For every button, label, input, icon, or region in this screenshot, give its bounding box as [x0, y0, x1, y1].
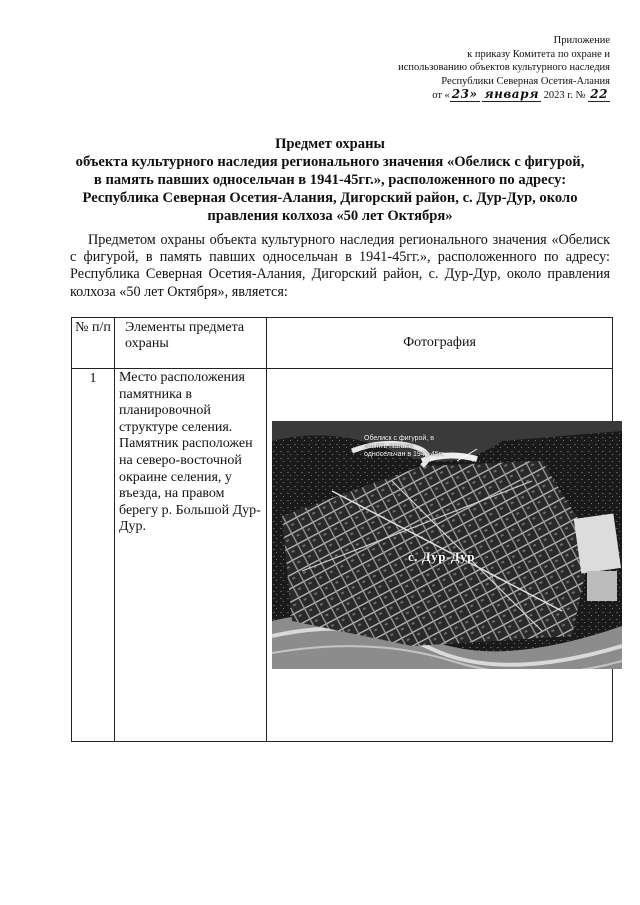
date-month: января: [484, 87, 540, 101]
photo-label-village: с. Дур-Дур: [408, 549, 475, 564]
appendix-line: использованию объектов культурного наследия: [398, 62, 610, 73]
title-line: Республика Северная Осетия-Алания, Дигорский район, с. Дур-Дур, около: [82, 190, 578, 206]
title-line: правления колхоза «50 лет Октября»: [207, 208, 453, 224]
appendix-line: Республики Северная Осетия-Алания: [441, 75, 610, 87]
table-header-row: [72, 318, 613, 369]
appendix-line: Приложение: [553, 35, 610, 46]
table-row: [72, 369, 613, 742]
photo-label-object: Обелиск с фигурой, в память павших односельчан в 1941-45гг.: [364, 435, 445, 458]
date-day: 23»: [451, 87, 478, 101]
appendix-line: к приказу Комитета по охране и: [467, 48, 610, 60]
row-element: Место расположения памятника в планировочной структуре селения. Памятник расположен на северо-восточной окраине селения, у въезда, на правом берегу р. Большой Дур-Дур.: [115, 369, 267, 742]
appendix-date-line: [310, 88, 610, 103]
satellite-photo: [272, 421, 622, 669]
appendix-block: [310, 34, 610, 103]
intro-paragraph: Предметом охраны объекта культурного наследия регионального значения «Обелиск с фигурой, в память павших односельчан в 1941-45гг.», расположенного по адресу: Республика Северная Осетия-Алания, Дигорский район, с. Дур-Дур, около правления колхоза «50 лет Октября», является:: [70, 232, 610, 300]
header-elements: Элементы предмета охраны: [115, 318, 267, 369]
header-num: № п/п: [72, 318, 115, 369]
title-line: Предмет охраны: [275, 136, 385, 152]
row-num: 1: [72, 369, 115, 742]
title-line: в память павших односельчан в 1941-45гг.», расположенного по адресу:: [93, 172, 567, 188]
document-title: [50, 135, 610, 225]
protection-table: [71, 317, 613, 742]
date-number: 22: [590, 87, 608, 101]
date-prefix: от «: [432, 90, 450, 101]
header-photo: Фотография: [267, 318, 613, 369]
date-year: 2023 г. №: [543, 90, 586, 101]
title-line: объекта культурного наследия регионального значения «Обелиск с фигурой,: [75, 154, 585, 170]
row-photo-cell: [267, 369, 613, 742]
